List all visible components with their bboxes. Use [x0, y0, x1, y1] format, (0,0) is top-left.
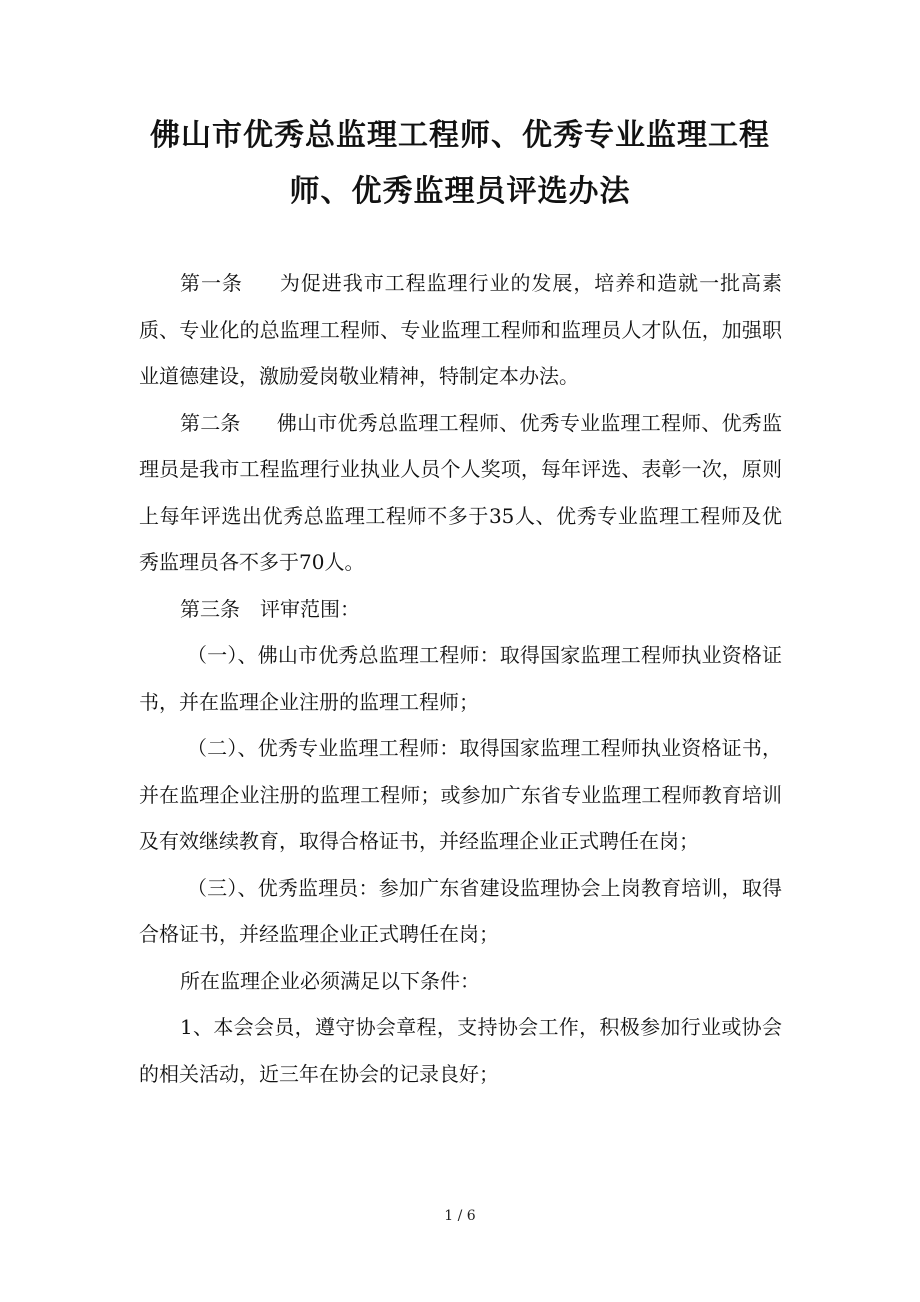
scope-item-1: （一）、佛山市优秀总监理工程师：取得国家监理工程师执业资格证书，并在监理企业注册的监理工程师； — [139, 643, 782, 714]
condition-item-1: 1、本会会员，遵守协会章程，支持协会工作，积极参加行业或协会的相关活动，近三年在协会的记录良好； — [139, 1015, 782, 1086]
article-text: 评审范围： — [260, 596, 360, 621]
article-text: 为促进我市工程监理行业的发展，培养和造就一批高素质、专业化的总监理工程师、专业监理工程师和监理员人才队伍，加强职业道德建设，激励爱岗敬业精神，特制定本办法。 — [139, 271, 783, 388]
article-2 — [139, 400, 782, 586]
scope-item-3: （三）、优秀监理员：参加广东省建设监理协会上岗教育培训，取得合格证书，并经监理企业正式聘任在岗； — [139, 875, 782, 946]
scope-item-2: （二）、优秀专业监理工程师：取得国家监理工程师执业资格证书，并在监理企业注册的监理工程师；或参加广东省专业监理工程师教育培训及有效继续教育，取得合格证书，并经监理企业正式聘任在岗； — [139, 736, 782, 853]
title-line-2: 师、优秀监理员评选办法 — [289, 174, 631, 209]
article-text: 佛山市优秀总监理工程师、优秀专业监理工程师、优秀监理员是我市工程监理行业执业人员个人奖项，每年评选、表彰一次，原则上每年评选出优秀总监理工程师不多于35人、优秀专业监理工程师及优秀监理员各不多于70人。 — [139, 410, 783, 574]
document-title — [120, 108, 800, 220]
document-body — [139, 260, 782, 1097]
article-label: 第三条 — [180, 596, 240, 621]
conditions-intro: 所在监理企业必须满足以下条件： — [180, 968, 480, 993]
article-label: 第一条 — [180, 271, 243, 295]
article-3 — [139, 586, 782, 633]
article-label: 第二条 — [180, 410, 241, 435]
page-number: 1 / 6 — [444, 1208, 476, 1224]
article-1 — [139, 260, 782, 400]
title-line-1: 佛山市优秀总监理工程师、优秀专业监理工程 — [150, 118, 770, 153]
